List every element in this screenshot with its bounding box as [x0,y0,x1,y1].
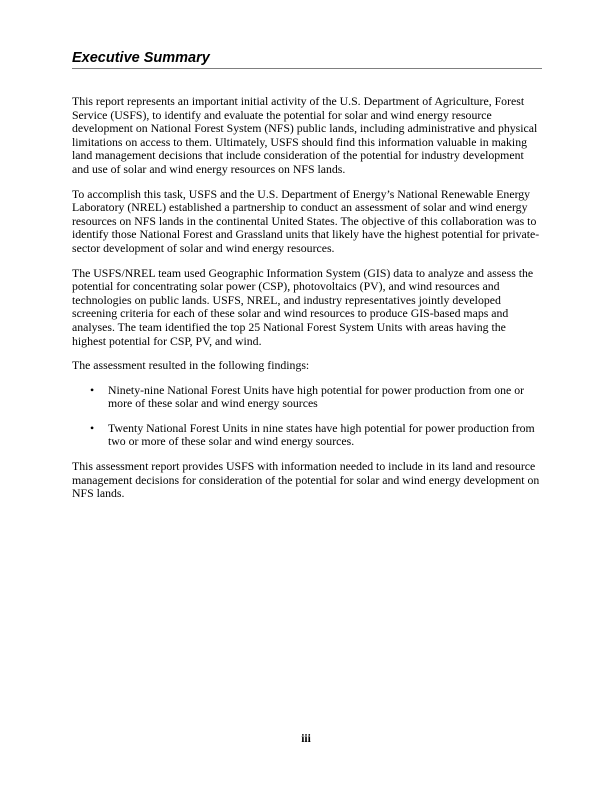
findings-list [72,384,542,449]
finding-item [72,422,542,449]
paragraph-intro: This report represents an important initial activity of the U.S. Department of Agriculture, Forest Service (USFS), to identify and evaluate the potential for solar and wind energy resource development on National Forest System (NFS) public lands, including administrative and physical limitations on access to them. Ultimately, USFS should find this information valuable in making land management decisions that include consideration of the potential for industry development and use of solar and wind energy resources on NFS lands. [72,94,538,176]
paragraph-methodology: The USFS/NREL team used Geographic Information System (GIS) data to analyze and assess the potential for concentrating solar power (CSP), photovoltaics (PV), and wind resources and technologies on public lands. USFS, NREL, and industry representatives jointly developed screening criteria for each of these solar and wind resources to produce GIS-based maps and analyses. The team identified the top 25 National Forest System Units with areas having the highest potential for CSP, PV, and wind. [72,265,534,348]
heading-underline-rule [72,68,542,69]
page-number: iii [301,733,311,745]
paragraph-closing: This assessment report provides USFS with information needed to include in its land and resource management decisions for consideration of the potential for solar and wind energy development on NFS lands. [72,459,540,501]
bullet-icon: • [90,420,95,435]
executive-summary-body [72,95,542,512]
finding-item [72,384,542,411]
bullet-icon: • [90,382,95,397]
paragraph-findings-lead: The assessment resulted in the following findings: [72,358,310,373]
paragraph-partnership: To accomplish this task, USFS and the U.S. Department of Energy’s National Renewable Energy Laboratory (NREL) established a partnership to conduct an assessment of solar and wind energy resources on NFS lands in the continental United States. The objective of this collaboration was to identify those National Forest and Grassland units that likely have the highest potential for private-sector development of solar and wind energy resources. [72,186,540,255]
section-heading: Executive Summary [72,50,210,66]
finding-text: Ninety-nine National Forest Units have high potential for power production from one or more of these solar and wind energy sources [108,382,525,411]
finding-text: Twenty National Forest Units in nine states have high potential for power production from two or more of these solar and wind energy sources. [108,420,535,449]
